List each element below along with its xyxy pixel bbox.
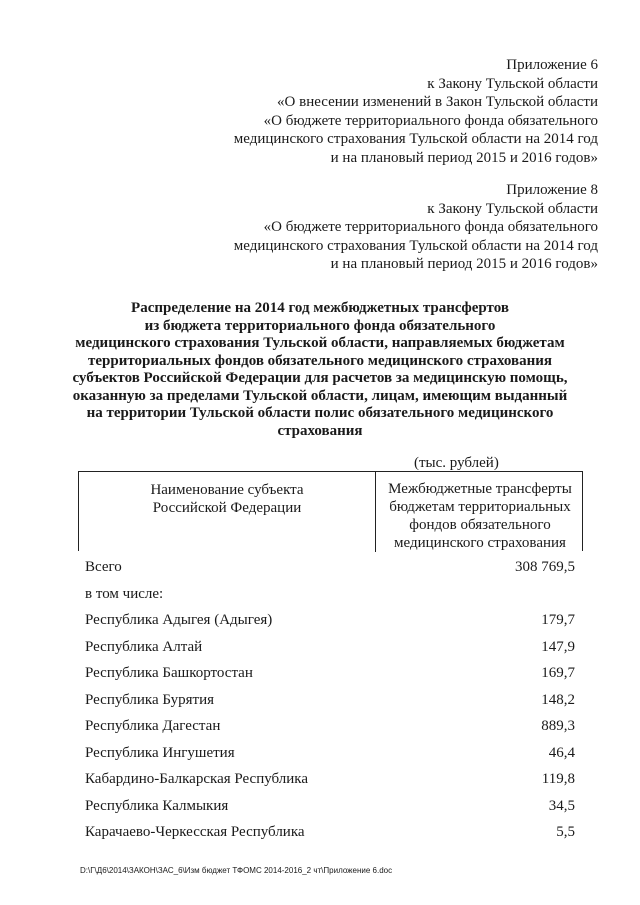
row-value: 148,2 (541, 691, 575, 708)
annex-line: медицинского страхования Тульской области на 2014 год (233, 237, 598, 254)
units-label: (тыс. рублей) (414, 455, 499, 471)
row-value: 179,7 (541, 612, 575, 628)
table-row (85, 691, 575, 718)
table-row (85, 797, 575, 824)
row-value: 147,9 (541, 638, 575, 655)
header-line: Наименование субъекта (150, 482, 304, 498)
file-path-footer: D:\Г\Д6\2014\ЗАКОН\ЗАС_6\Изм бюджет ТФОМС 2014-2016_2 чт\Приложение 6.doc (80, 866, 393, 875)
document-title (60, 300, 580, 440)
table-row (85, 770, 575, 797)
row-value: 34,5 (548, 797, 575, 814)
annex-8-block (234, 181, 598, 274)
title-line: на территории Тульской области полис обязательного медицинского (86, 405, 554, 421)
row-value: 119,8 (541, 771, 575, 787)
row-name: Республика Башкортостан (85, 665, 253, 681)
row-name: Всего (85, 559, 122, 575)
title-line: из бюджета территориального фонда обязательного (144, 317, 496, 334)
table-body (85, 558, 575, 850)
header-line: фондов обязательного (409, 517, 551, 533)
title-line: оказанную за пределами Тульской области, лицам, имеющим выданный (72, 387, 568, 404)
row-name: Кабардино-Балкарская Республика (85, 771, 309, 787)
row-name: Республика Бурятия (85, 691, 215, 708)
row-value: 169,7 (541, 665, 575, 681)
table-row (85, 823, 575, 850)
row-name: Республика Калмыкия (85, 797, 229, 814)
table-row (85, 664, 575, 691)
table-header (78, 471, 583, 551)
title-line: страхования (277, 422, 363, 439)
row-value: 46,4 (548, 744, 575, 761)
annex-line: Приложение 6 (506, 57, 598, 73)
header-line: медицинского страхования (394, 535, 566, 551)
annex-line: «О бюджете территориального фонда обязательного (263, 219, 598, 235)
row-name: Республика Ингушетия (85, 744, 235, 761)
row-name: Республика Алтай (85, 638, 203, 655)
title-line: медицинского страхования Тульской области, направляемых бюджетам (75, 335, 565, 351)
title-line: Распределение на 2014 год межбюджетных трансфертов (131, 300, 509, 316)
header-line: Межбюджетные трансферты (388, 481, 572, 497)
annex-line: и на плановый период 2015 и 2016 годов» (330, 256, 598, 272)
table-row (85, 744, 575, 771)
title-line: субъектов Российской Федерации для расчетов за медицинскую помощь, (72, 370, 568, 386)
row-value: 889,3 (541, 718, 575, 734)
annex-6-block (234, 56, 598, 167)
table-row (85, 585, 575, 612)
annex-line: к Закону Тульской области (427, 75, 598, 92)
annex-line: медицинского страхования Тульской области на 2014 год (233, 131, 598, 147)
row-value: 5,5 (556, 824, 575, 840)
annex-line: к Закону Тульской области (427, 200, 598, 217)
header-subject-name (79, 481, 375, 517)
row-name: Республика Дагестан (85, 718, 221, 734)
row-name: Республика Адыгея (Адыгея) (85, 612, 273, 628)
table-row (85, 611, 575, 638)
table-row (85, 558, 575, 585)
annex-line: «О внесении изменений в Закон Тульской области (277, 94, 598, 110)
annex-line: и на плановый период 2015 и 2016 годов» (330, 149, 598, 166)
annex-line: Приложение 8 (506, 182, 598, 198)
row-name: Карачаево-Черкесская Республика (85, 824, 305, 840)
header-line: бюджетам территориальных (389, 499, 571, 515)
annex-line: «О бюджете территориального фонда обязательного (263, 112, 598, 129)
row-value: 308 769,5 (515, 559, 575, 575)
header-transfers (376, 480, 584, 552)
header-line: Российской Федерации (152, 500, 302, 516)
title-line: территориальных фондов обязательного медицинского страхования (88, 352, 552, 369)
row-name: в том числе: (85, 585, 164, 602)
table-row (85, 717, 575, 744)
table-row (85, 638, 575, 665)
